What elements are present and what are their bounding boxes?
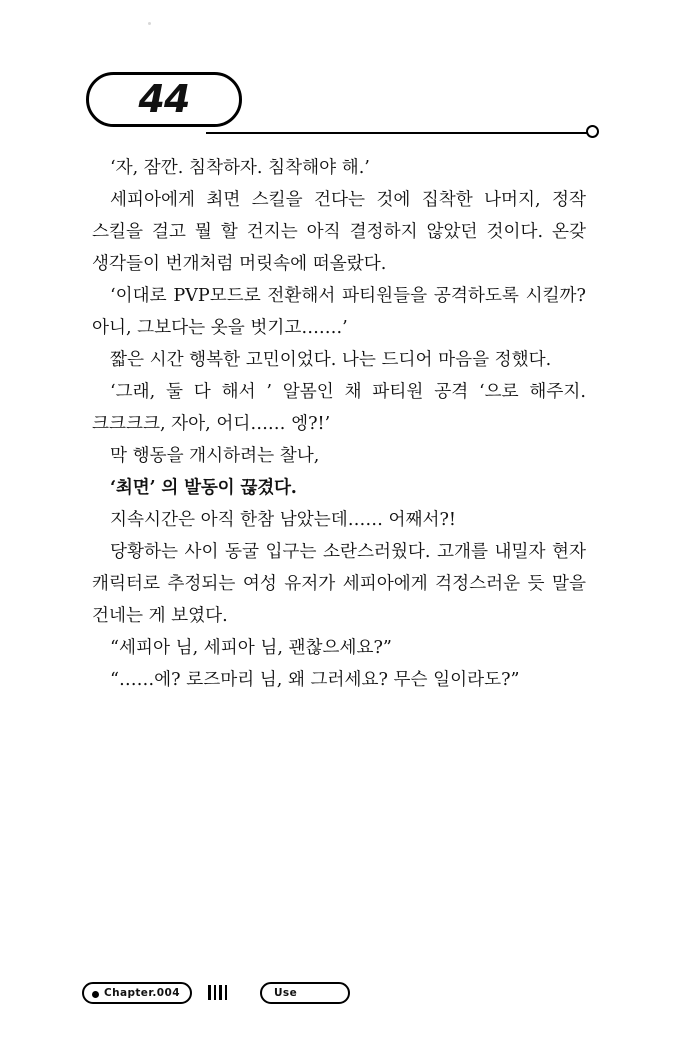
scan-artifact-speck [148,22,151,25]
footer-chapter-tag [82,982,192,1004]
paragraph: 세피아에게 최면 스킬을 건다는 것에 집착한 나머지, 정작 스킬을 걸고 뭘 할 건지는 아직 결정하지 않았던 것이다. 온갖 생각들이 번개처럼 머릿속에 떠올랐다. [92,190,586,274]
chapter-number-badge [86,72,242,127]
header-end-dot-icon [586,125,599,138]
tick-mark-icon [225,985,228,1000]
page-footer [82,982,594,1004]
page-body-text [92,152,586,696]
footer-tick-marks [208,985,227,1000]
paragraph: 당황하는 사이 동굴 입구는 소란스러웠다. 고개를 내밀자 현자 캐릭터로 추정되는 여성 유저가 세피아에게 걱정스러운 듯 말을 건네는 게 보였다. [92,542,586,626]
paragraph-dialogue: “……에? 로즈마리 님, 왜 그러세요? 무슨 일이라도?” [110,670,520,690]
footer-use-label: Use [274,987,298,999]
paragraph-emphasis: ‘최면’ 의 발동이 끊겼다. [110,477,297,498]
bullet-dot-icon [92,991,99,998]
paragraph: 막 행동을 개시하려는 찰나, [110,446,320,466]
paragraph: ‘이대로 PVP모드로 전환해서 파티원들을 공격하도록 시킬까? 아니, 그보다는 옷을 벗기고…….’ [92,286,586,338]
footer-use-tag [260,982,350,1004]
header-rule [206,132,594,134]
paragraph: ‘자, 잠깐. 침착하자. 침착해야 해.’ [110,158,370,178]
paragraph: 짧은 시간 행복한 고민이었다. 나는 드디어 마음을 정했다. [110,350,552,370]
tick-mark-icon [208,985,211,1000]
paragraph-dialogue: “세피아 님, 세피아 님, 괜찮으세요?” [110,638,392,658]
tick-mark-icon [214,985,217,1000]
paragraph: ‘그래, 둘 다 해서 ’ 알몸인 채 파티원 공격 ‘으로 해주지. 크크크크, 자아, 어디…… 엥?!’ [92,382,586,434]
chapter-number: 44 [138,76,190,121]
footer-chapter-label: Chapter.004 [104,987,180,999]
chapter-header [86,72,592,140]
paragraph: 지속시간은 아직 한참 남았는데…… 어째서?! [110,510,456,530]
tick-mark-icon [219,985,222,1000]
